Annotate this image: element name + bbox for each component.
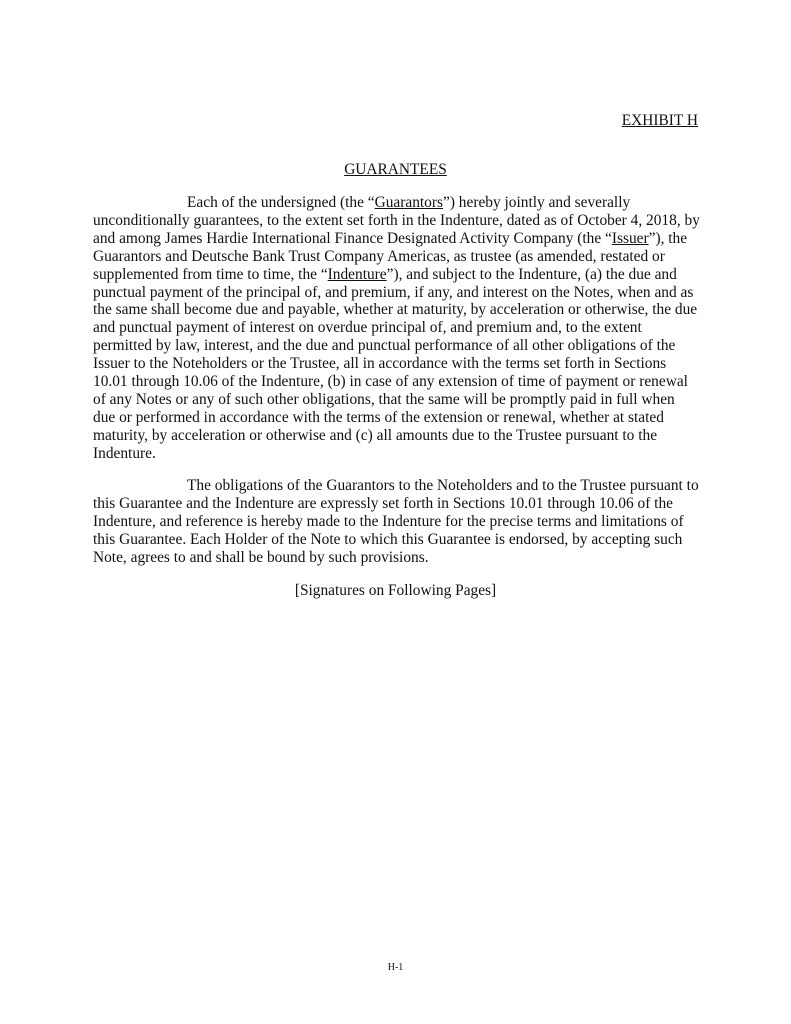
- exhibit-label: EXHIBIT H: [621, 112, 698, 129]
- paragraph-1-text-c: ”), the Guarantors and Deutsche Bank Trust Company Americas, as trustee (as amended, restated or supplemented from time to time, the “: [93, 229, 688, 283]
- paragraph-1-text-b: ”) hereby jointly and severally unconditionally guarantees, to the extent set forth in the Indenture, dated as of October 4, 2018, by and among James Hardie International Finance Designated Activity Company (the “: [93, 194, 700, 247]
- paragraph-1-text-a: Each of the undersigned (the “: [187, 194, 375, 211]
- signatures-note: [Signatures on Following Pages]: [294, 582, 497, 599]
- defined-term-issuer: Issuer: [611, 229, 649, 247]
- defined-term-guarantors: Guarantors: [374, 194, 443, 211]
- document-title: GUARANTEES: [344, 161, 447, 178]
- guarantee-paragraph-2: [93, 477, 700, 567]
- paragraph-1-text-d: ”), and subject to the Indenture, (a) the due and punctual payment of the principal of, and premium, if any, and interest on the Notes, when and as the same shall become due and payable, whether at maturity, by acceleration or otherwise, the due and punctual payment of interest on overdue principal of, and premium and, to the extent permitted by law, interest, and the due and punctual performance of all other obligations of the Issuer to the Noteholders or the Trustee, all in accordance with the terms set forth in Sections 10.01 through 10.06 of the Indenture, (b) in case of any extension of time of payment or renewal of any Notes or any of such other obligations, that the same will be promptly paid in full when due or performed in accordance with the terms of the extension or renewal, whether at stated maturity, by acceleration or otherwise and (c) all amounts due to the Trustee pursuant to the Indenture.: [93, 265, 698, 462]
- paragraph-2-text: The obligations of the Guarantors to the Noteholders and to the Trustee pursuant to this Guarantee and the Indenture are expressly set forth in Sections 10.01 through 10.06 of the Indenture, and reference is hereby made to the Indenture for the precise terms and limitations of this Guarantee. Each Holder of the Note to which this Guarantee is endorsed, by accepting such Note, agrees to and shall be bound by such provisions.: [93, 477, 699, 566]
- defined-term-indenture: Indenture: [327, 265, 387, 283]
- guarantee-paragraph-1: [93, 194, 700, 463]
- page-number: H-1: [387, 962, 404, 973]
